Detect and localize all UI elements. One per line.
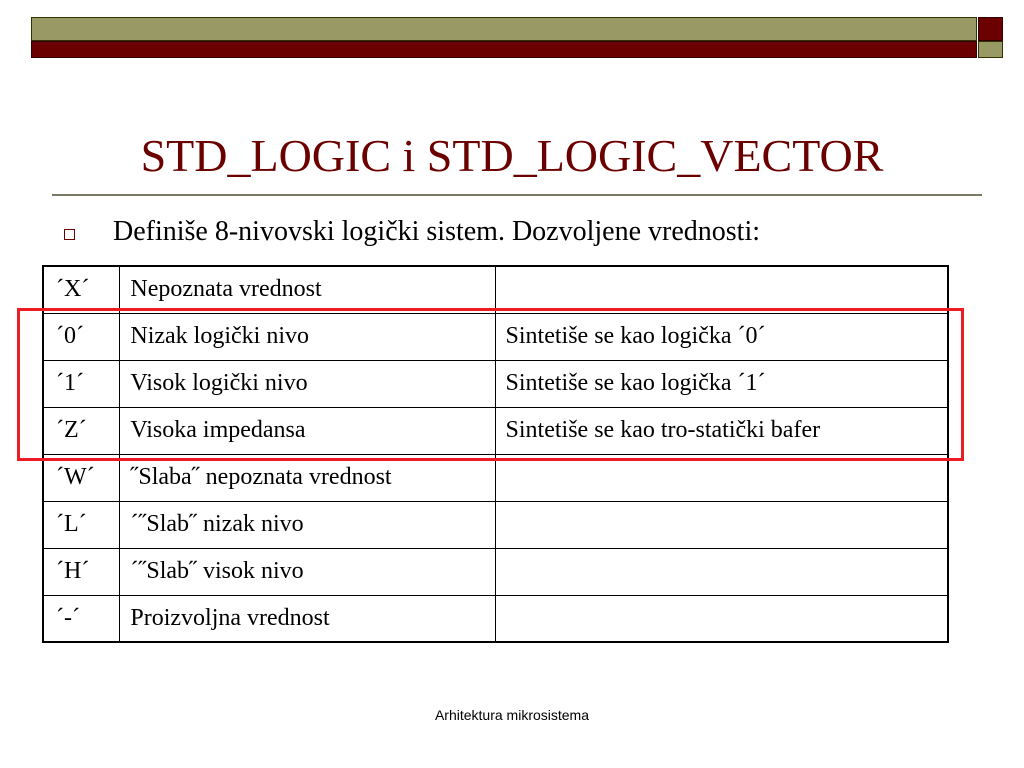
header-bar-dark-red xyxy=(31,41,977,58)
title-divider xyxy=(52,194,982,196)
header-corner-square-dark-red xyxy=(978,17,1003,41)
table-row xyxy=(43,501,948,548)
value-meaning-cell: Nepoznata vrednost xyxy=(120,266,495,313)
synthesis-note-cell: Sintetiše se kao logička ´1´ xyxy=(495,360,948,407)
synthesis-note-cell xyxy=(495,595,948,642)
table-row xyxy=(43,266,948,313)
slide-footer: Arhitektura mikrosistema xyxy=(434,707,590,723)
value-symbol-cell: ´-´ xyxy=(43,595,120,642)
bullet-text: Definiše 8-nivovski logički sistem. Dozvoljene vrednosti: xyxy=(113,216,761,247)
synthesis-note-cell xyxy=(495,501,948,548)
table-row xyxy=(43,548,948,595)
value-symbol-cell: ´1´ xyxy=(43,360,120,407)
synthesis-note-cell: Sintetiše se kao logička ´0´ xyxy=(495,313,948,360)
value-meaning-cell: ´˝Slab˝ nizak nivo xyxy=(120,501,495,548)
value-meaning-cell: Visok logički nivo xyxy=(120,360,495,407)
value-symbol-cell: ´L´ xyxy=(43,501,120,548)
value-meaning-cell: Visoka impedansa xyxy=(120,407,495,454)
synthesis-note-cell xyxy=(495,454,948,501)
synthesis-note-cell: Sintetiše se kao tro-statički bafer xyxy=(495,407,948,454)
hollow-square-bullet-icon xyxy=(64,229,75,240)
value-meaning-cell: ˝Slaba˝ nepoznata vrednost xyxy=(120,454,495,501)
header-bar-olive xyxy=(31,17,977,41)
slide-title: STD_LOGIC i STD_LOGIC_VECTOR xyxy=(140,130,884,181)
bullet-item xyxy=(64,214,760,250)
value-symbol-cell: ´0´ xyxy=(43,313,120,360)
table-row xyxy=(43,595,948,642)
header-corner-square-olive xyxy=(978,41,1003,58)
value-symbol-cell: ´X´ xyxy=(43,266,120,313)
value-meaning-cell: Nizak logički nivo xyxy=(120,313,495,360)
value-symbol-cell: ´H´ xyxy=(43,548,120,595)
table-row xyxy=(43,454,948,501)
value-symbol-cell: ´Z´ xyxy=(43,407,120,454)
synthesis-note-cell xyxy=(495,548,948,595)
value-symbol-cell: ´W´ xyxy=(43,454,120,501)
synthesis-note-cell xyxy=(495,266,948,313)
value-meaning-cell: ´˝Slab˝ visok nivo xyxy=(120,548,495,595)
synthesizable-rows-highlight xyxy=(17,308,964,461)
value-meaning-cell: Proizvoljna vrednost xyxy=(120,595,495,642)
